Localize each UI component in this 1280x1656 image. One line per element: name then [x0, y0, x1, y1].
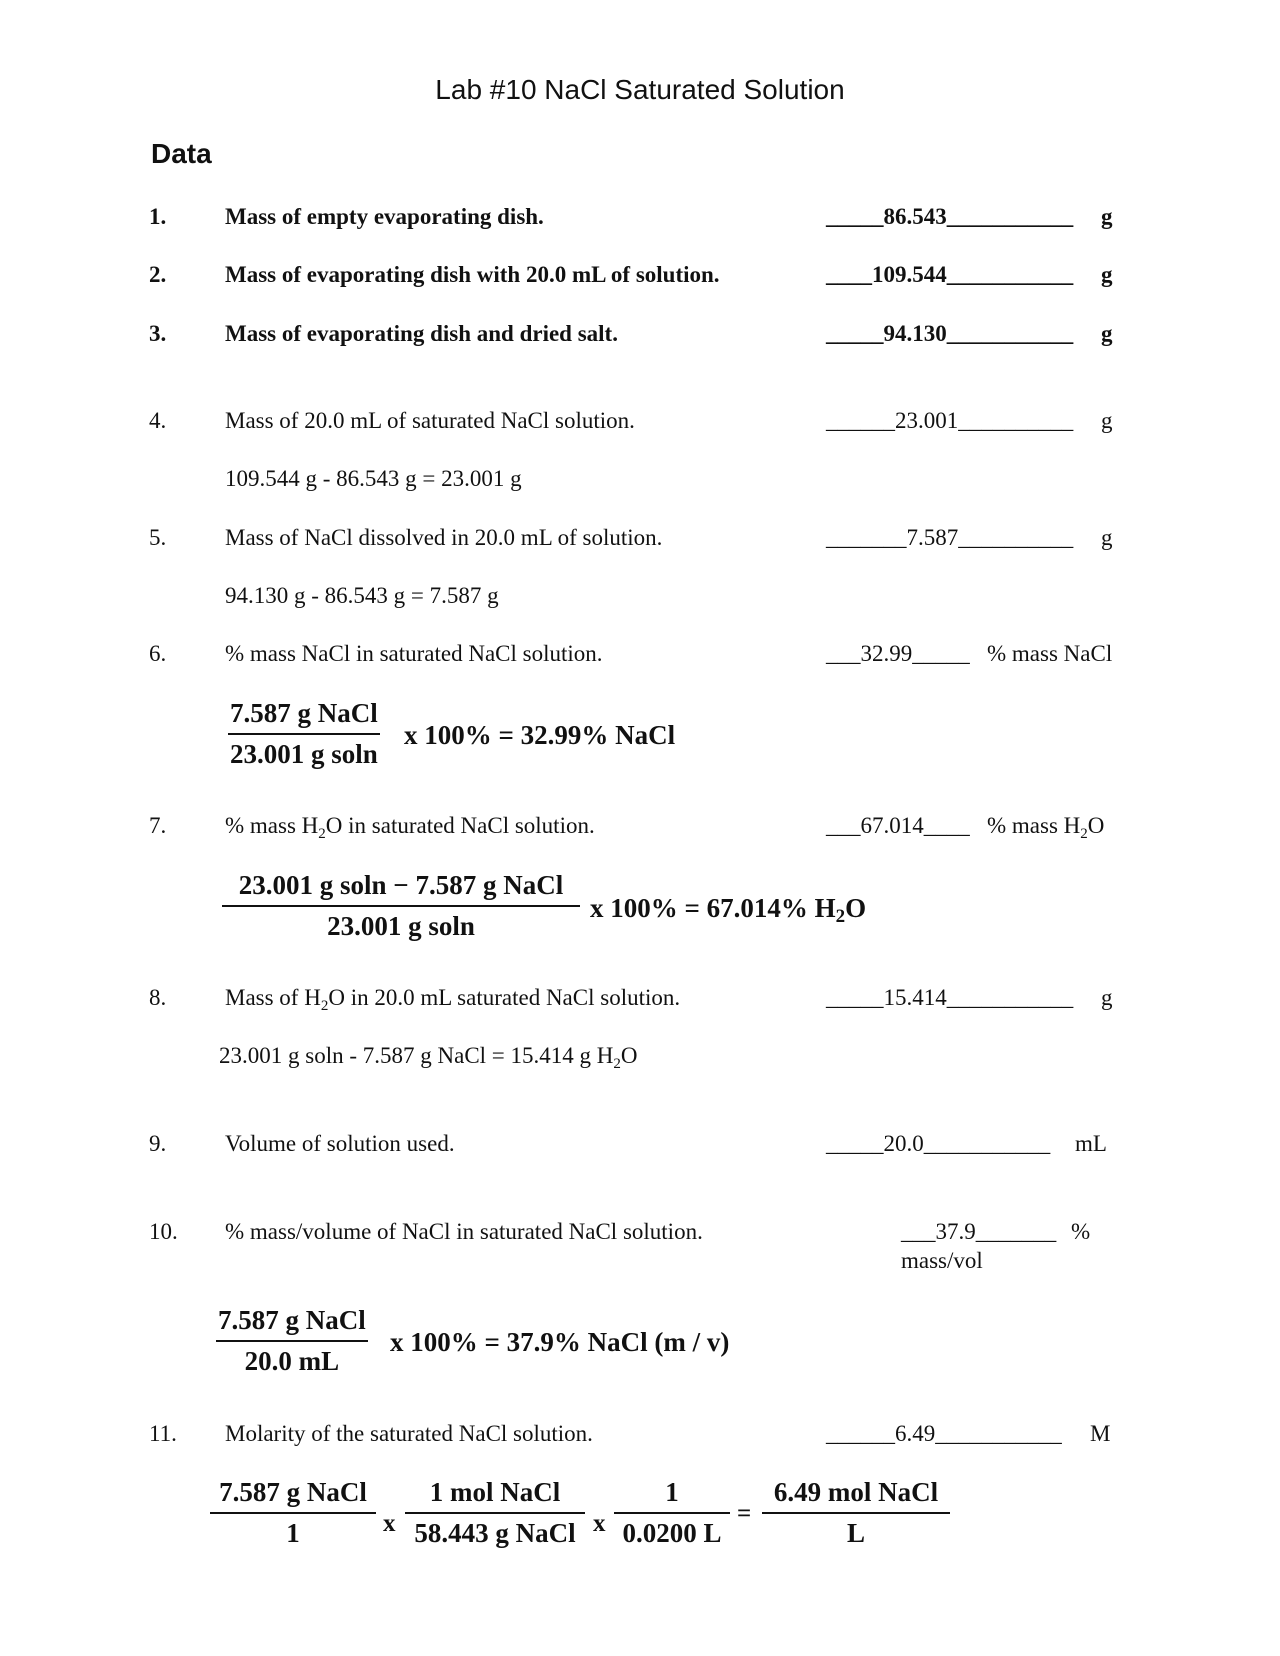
item-5-answer: _______7.587__________ — [826, 525, 1074, 550]
item-9-number: 9. — [149, 1131, 167, 1156]
item-11-answer: ______6.49___________ — [826, 1421, 1062, 1446]
page-title: Lab #10 NaCl Saturated Solution — [435, 74, 845, 105]
eq11-f3-denominator: 0.0200 L — [614, 1512, 730, 1549]
item-2-unit: g — [1101, 262, 1113, 287]
eq7-fraction — [222, 870, 580, 942]
item-8-work: 23.001 g soln - 7.587 g NaCl = 15.414 g $H_2O$ — [219, 1043, 638, 1072]
eq6-result: x 100% = 32.99% NaCl — [404, 720, 676, 750]
item-6-question: % mass NaCl in saturated NaCl solution. — [225, 641, 603, 666]
eq6-denominator: 23.001 g soln — [228, 733, 380, 770]
item-10-answer: ___37.9_______ — [901, 1219, 1057, 1244]
item-8-unit: g — [1101, 985, 1113, 1010]
item-3-question: Mass of evaporating dish and dried salt. — [225, 321, 618, 346]
item-7-question: % mass $H_2O$ in saturated NaCl solution. — [225, 813, 595, 842]
section-heading: Data — [151, 138, 212, 169]
eq11-fraction-2 — [405, 1477, 585, 1549]
eq10-fraction — [216, 1305, 368, 1377]
eq10-numerator: 7.587 g NaCl — [218, 1305, 366, 1335]
eq7-result: x 100% = 67.014% $H_2O$ — [590, 893, 867, 927]
item-4-unit: g — [1101, 408, 1113, 433]
item-9-answer: _____20.0___________ — [826, 1131, 1051, 1156]
item-11-unit: M — [1090, 1421, 1111, 1446]
item-9-unit: mL — [1075, 1131, 1107, 1156]
item-10-question: % mass/volume of NaCl in saturated NaCl solution. — [225, 1219, 703, 1244]
item-4-answer: ______23.001__________ — [826, 408, 1074, 433]
eq10-result: x 100% = 37.9% NaCl (m / v) — [390, 1327, 730, 1357]
eq11-fraction-1 — [210, 1477, 376, 1549]
item-6-unit: % mass NaCl — [987, 641, 1113, 666]
eq7-denominator: 23.001 g soln — [222, 905, 580, 942]
item-8-question: Mass of $H_2O$ in 20.0 mL saturated NaCl solution. — [225, 985, 681, 1014]
item-3-unit: g — [1101, 321, 1113, 346]
item-10-number: 10. — [149, 1219, 178, 1244]
eq7-numerator: 23.001 g soln − 7.587 g NaCl — [238, 870, 564, 900]
item-2-question: Mass of evaporating dish with 20.0 mL of solution. — [225, 262, 720, 287]
item-4-question: Mass of 20.0 mL of saturated NaCl solution. — [225, 408, 635, 433]
eq11-f4-denominator: L — [762, 1512, 950, 1549]
eq11-f4-numerator: 6.49 mol NaCl — [773, 1477, 939, 1507]
eq11-f3-numerator: 1 — [665, 1477, 679, 1507]
item-1-question: Mass of empty evaporating dish. — [225, 204, 544, 229]
item-7-number: 7. — [149, 813, 167, 838]
item-5-question: Mass of NaCl dissolved in 20.0 mL of solution. — [225, 525, 663, 550]
item-1-answer: _____86.543___________ — [826, 204, 1074, 229]
item-7-unit: % mass $H_2O$ — [987, 813, 1105, 842]
eq10-denominator: 20.0 mL — [216, 1340, 368, 1377]
item-11-number: 11. — [149, 1421, 177, 1446]
item-2-number: 2. — [149, 262, 167, 287]
item-8-answer: _____15.414___________ — [826, 985, 1074, 1010]
item-8-number: 8. — [149, 985, 167, 1010]
eq11-times-2: x — [593, 1510, 606, 1537]
item-1-unit: g — [1101, 204, 1113, 229]
eq11-fraction-3 — [614, 1477, 730, 1549]
item-2-answer: ____109.544___________ — [826, 262, 1074, 287]
item-3-answer: _____94.130___________ — [826, 321, 1074, 346]
item-5-number: 5. — [149, 525, 167, 550]
item-9-question: Volume of solution used. — [225, 1131, 455, 1156]
item-6-answer: ___32.99_____ — [826, 641, 970, 666]
item-4-number: 4. — [149, 408, 167, 433]
eq11-fraction-4 — [762, 1477, 950, 1549]
item-10-unit: % — [1071, 1219, 1091, 1244]
eq11-equals: = — [737, 1500, 752, 1527]
eq11-f1-numerator: 7.587 g NaCl — [219, 1477, 367, 1507]
item-7-answer: ___67.014____ — [826, 813, 970, 838]
eq6-fraction — [228, 698, 380, 770]
item-10-unit-line2: mass/vol — [901, 1248, 983, 1273]
item-4-work: 109.544 g - 86.543 g = 23.001 g — [225, 466, 522, 491]
eq11-f2-numerator: 1 mol NaCl — [429, 1477, 561, 1507]
eq11-f1-denominator: 1 — [210, 1512, 376, 1549]
item-6-number: 6. — [149, 641, 167, 666]
item-1-number: 1. — [149, 204, 167, 229]
item-5-unit: g — [1101, 525, 1113, 550]
item-5-work: 94.130 g - 86.543 g = 7.587 g — [225, 583, 499, 608]
item-3-number: 3. — [149, 321, 167, 346]
eq11-f2-denominator: 58.443 g NaCl — [405, 1512, 585, 1549]
eq11-times-1: x — [383, 1510, 396, 1537]
item-11-question: Molarity of the saturated NaCl solution. — [225, 1421, 593, 1446]
eq6-numerator: 7.587 g NaCl — [230, 698, 378, 728]
